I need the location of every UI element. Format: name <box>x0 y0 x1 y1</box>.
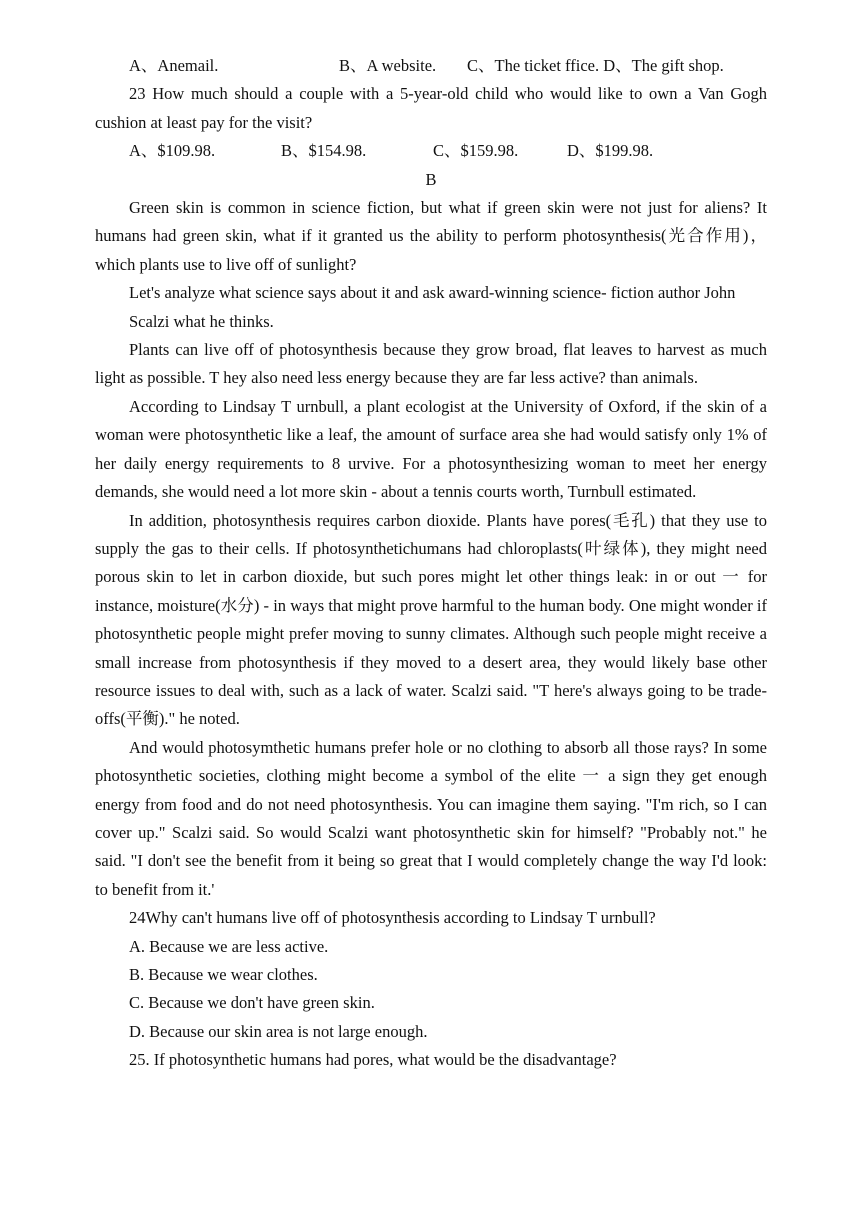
q23-stem: 23 How much should a couple with a 5-year-old child who would like to own a Van Gogh cushion at least pay for the visit? <box>95 84 767 132</box>
passage-paragraph-7: And would photosymthetic humans prefer hole or no clothing to absorb all those rays? In some photosynthetic societies, clothing might become a symbol of the elite 一 a sign they get enough energy from food and do not need photosynthesis. You can imagine them saying. "I'm rich, so I can cover up." Scalzi said. So would Scalzi want photosynthetic skin for himself? "Probably not." he said. "I don't see the benefit from it being so great that I would completely change the way I'd look: to benefit from it.' <box>95 737 767 899</box>
passage-paragraph-5: According to Lindsay T urnbull, a plant ecologist at the University of Oxford, if the skin of a woman were photosynthetic like a leaf, the amount of surface area she had would satisfy only 1% of her daily energy requirements to 8 urvive. For a photosynthesizing woman to meet her energy demands, she would need a lot more skin - about a tennis courts worth, Turnbull estimated. <box>95 396 767 502</box>
q22-option-b: B、A website. <box>339 56 437 75</box>
q24-option-a: A. Because we are less active. <box>129 936 329 956</box>
passage-paragraph-2: Let's analyze what science says about it and ask award-winning science- fiction author John <box>129 283 736 303</box>
q23-option-d: D、$199.98. <box>567 141 654 161</box>
q22-option-c-d: C、The ticket ffice. D、The gift shop. <box>467 56 724 75</box>
q24-option-c: C. Because we don't have green skin. <box>129 993 375 1013</box>
q23-option-a: A、$109.98. <box>129 141 216 161</box>
document-page <box>95 52 767 1075</box>
passage-paragraph-1: Green skin is common in science fiction, but what if green skin were not just for aliens? It humans had green skin, what if it granted us the ability to perform photosynthesis(光合作用)，which plants use to live off of sunlight? <box>95 198 767 274</box>
q24-stem: 24Why can't humans live off of photosynthesis according to Lindsay T urnbull? <box>129 908 656 928</box>
q22-option-a: A、Anemail. <box>129 56 219 75</box>
q24-option-d: D. Because our skin area is not large enough. <box>129 1021 428 1041</box>
q24-option-b: B. Because we wear clothes. <box>129 965 318 984</box>
passage-paragraph-3: Scalzi what he thinks. <box>129 311 274 331</box>
q22-options <box>95 52 767 80</box>
q23-options <box>95 137 767 165</box>
passage-paragraph-6: In addition, photosynthesis requires carbon dioxide. Plants have pores(毛孔) that they use to supply the gas to their cells. If photosynthetichumans had chloroplasts(叶绿体), they might need porous skin to let in carbon dioxide, but such pores might let other things leak: in or out 一 for instance, moisture(水分) - in ways that might prove harmful to the human body. One might wonder if photosynthetic people might prefer moving to sunny climates. Although such people might receive a small increase from photosynthesis if they moved to a desert area, they would likely base other resource issues to deal with, such as a lack of water. Scalzi said. "T here's always going to be trade-offs(平衡)." he noted. <box>95 510 767 729</box>
q23-option-c: C、$159.98. <box>433 141 519 161</box>
section-label-b: B <box>425 169 437 189</box>
passage-paragraph-4: Plants can live off of photosynthesis because they grow broad, flat leaves to harvest as much light as possible. T hey also need less energy because they are far less active? than animals. <box>95 340 767 388</box>
q23-option-b: B、$154.98. <box>281 141 367 161</box>
q25-stem: 25. If photosynthetic humans had pores, what would be the disadvantage? <box>129 1050 617 1070</box>
